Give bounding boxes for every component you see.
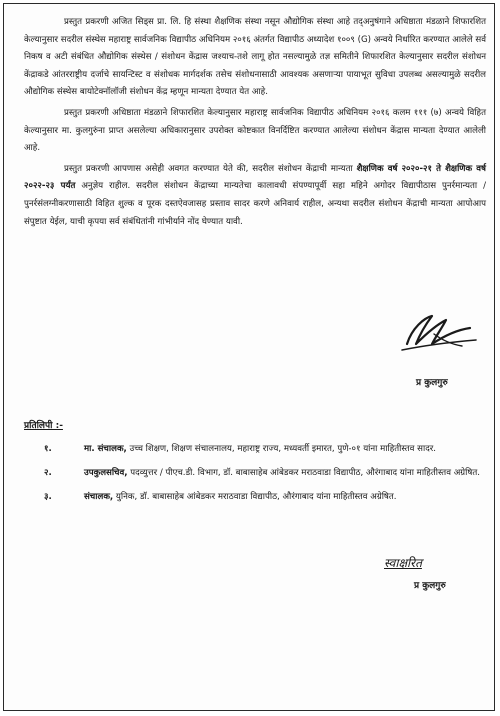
copy-to-number: १.	[44, 444, 52, 454]
validity-period-bold: शैक्षणिक वर्ष २०२०-२१ ते शैक्षणिक वर्ष २०२२-२३ पर्यंत	[24, 163, 486, 192]
signed-handwritten-text: स्वाक्षरित	[384, 556, 422, 570]
copy-to-recipient: उपकुलसचिव,	[84, 468, 128, 478]
vice-chancellor-signature	[372, 310, 482, 372]
signatory-designation: प्र कुलगुरु	[416, 378, 448, 388]
copy-to-item: ३. संचालक, युनिक, डॉ. बाबासाहेब आंबेडकर मराठवाडा विद्यापीठ, औरंगाबाद यांना माहितीस्तव अग्रेषित.	[24, 489, 484, 506]
copy-to-recipient: मा. संचालक,	[84, 444, 127, 454]
paragraph-research-center-approval: प्रस्तुत प्रकरणी अजित सिड्स प्रा. लि. हि संस्था शैक्षणिक संस्था नसून औद्योगिक संस्था आहे तद्अनुषंगाने अधिष्ठाता मंडळाने शिफारशित केल्यानुसार सदरील संस्थेस महाराष्ट्र सार्वजनिक विद्यापीठ अधिनियम २०१६ अंतर्गत विद्यापीठ अध्यादेश १००९ (G) अन्वये निर्धारित करण्यात आलेले सर्व निकष व अटी संबंधित औद्योगिक संस्थेस / संशोधन केंद्रास जश्याच-तशे लागू होत नसल्यामुळे तज्ञ समितीने शिफारशित केल्यानुसार सदरील संशोधन केंद्राकडे आंतरराष्ट्रीय दर्जाचे सायन्टिस्ट व संशोधक मार्गदर्शक तसेच संशोधनासाठी आवश्यक असणाऱ्या पायाभूत सुविधा उपलब्ध असल्यामुळे सदरील औद्योगिक संस्थेस बायोटेक्नॉलॉजी संशोधन केंद्र म्हणून मान्यता देण्यात येत आहे.	[24, 17, 486, 98]
copy-to-number: २.	[44, 468, 52, 478]
copy-to-item: २. उपकुलसचिव, पदव्युत्तर / पीएच.डी. विभाग, डॉ. बाबासाहेब आंबेडकर मराठवाडा विद्यापीठ, औरंगाबाद यांना माहितीस्तव अग्रेषित.	[24, 465, 484, 482]
letter-body	[24, 14, 486, 234]
paragraph-validity-period: प्रस्तुत प्रकरणी आपणास असेही अवगत करण्यात येते की, सदरील संशोधन केंद्राची मान्यता शैक्षणिक वर्ष २०२०-२१ ते शैक्षणिक वर्ष २०२२-२३ पर्यंत अनुज्ञेय राहील. सदरील संशोधन केंद्राच्या मान्यतेचा कालावधी संपण्यापूर्वी सहा महिने अगोदर विद्यापीठास पुनर्रमान्यता / पुनर्रसंलग्नीकरणासाठी विहित शुल्क व पूरक दस्तऐवजासह प्रस्ताव सादर करणे अनिवार्य राहील, अन्यथा सदरील संशोधन केंद्राची मान्यता आपोआप संपुष्टात येईल, याची कृपया सर्व संबंधितांनी गांभीर्याने नोंद घेण्यात यावी.	[24, 163, 487, 227]
copy-to-recipient: संचालक,	[84, 492, 114, 502]
copy-to-item: १. मा. संचालक, उच्च शिक्षण, शिक्षण संचालनालय, महाराष्ट्र राज्य, मध्यवर्ती इमारत, पुणे-०१ यांना माहितीस्तव सादर.	[24, 441, 484, 458]
copy-to-heading: प्रतिलिपी :-	[24, 421, 63, 431]
copy-to-number: ३.	[44, 492, 52, 502]
signature-scribble-icon	[372, 310, 482, 358]
copy-to-section	[24, 418, 484, 513]
paragraph-statutory-authority: प्रस्तुत प्रकरणी अधिष्ठाता मंडळाने शिफारशित केल्यानुसार महाराष्ट्र सार्वजनिक विद्यापीठ अधिनियम २०१६ कलम १११ (७) अन्वये विहित केल्यानुसार मा. कुलगुरुंना प्राप्त असलेल्या अधिकारानुसार उपरोक्त कोष्टकात विनर्दिष्टित करण्यात आलेल्या संशोधन केंद्रास मान्यता देण्यात आलेली आहे.	[24, 107, 486, 154]
signatory-designation-footer: प्र कुलगुरु	[414, 581, 446, 591]
document-frame	[3, 3, 495, 711]
